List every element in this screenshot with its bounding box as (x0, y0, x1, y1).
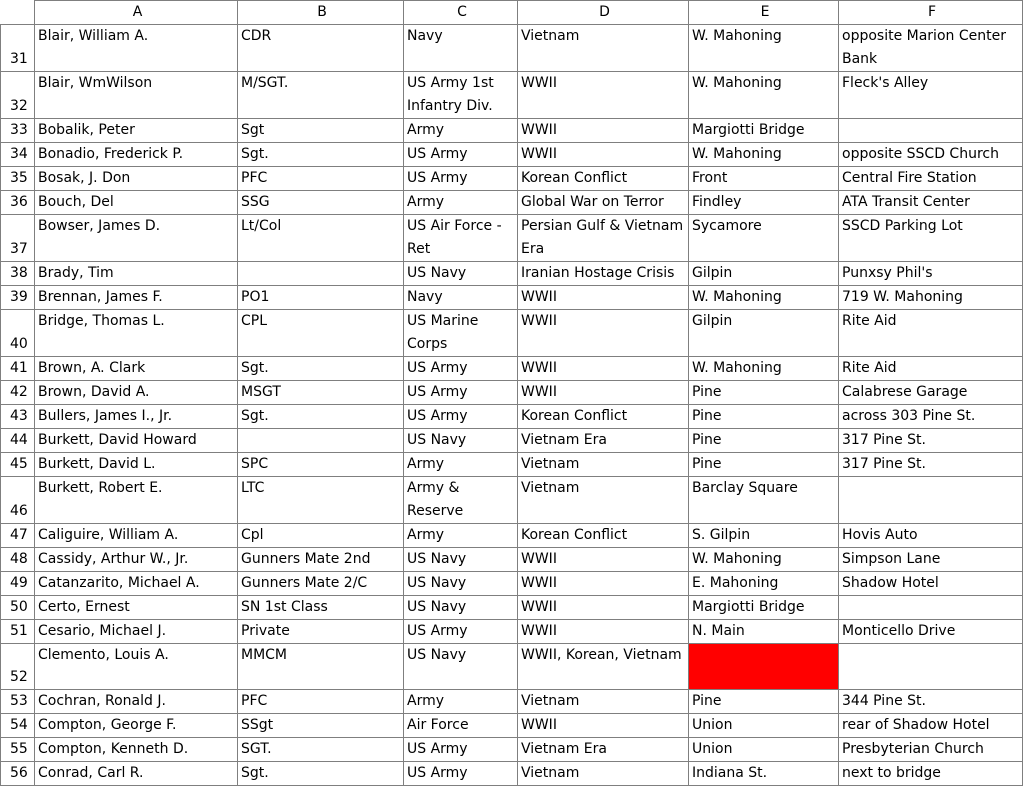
cell-f[interactable] (839, 596, 1023, 620)
table-row (1, 620, 1023, 644)
column-header-d[interactable]: D (518, 1, 689, 25)
table-row (1, 429, 1023, 453)
table-row (1, 477, 1023, 524)
cell-c[interactable]: US Navy (404, 548, 518, 572)
cell-f[interactable]: 719 W. Mahoning (839, 286, 1023, 310)
cell-a[interactable]: Blair, William A. (35, 25, 238, 72)
table-row (1, 572, 1023, 596)
cell-c[interactable]: US Navy (404, 572, 518, 596)
table-row (1, 524, 1023, 548)
cell-d[interactable]: Persian Gulf & Vietnam Era (518, 215, 689, 262)
cell-c[interactable]: US Air Force - Ret (404, 215, 518, 262)
cell-e[interactable]: W. Mahoning (689, 548, 839, 572)
table-row (1, 262, 1023, 286)
cell-c[interactable]: Army (404, 524, 518, 548)
cell-c[interactable]: US Army (404, 143, 518, 167)
cell-f[interactable]: Calabrese Garage (839, 381, 1023, 405)
cell-d[interactable]: Vietnam Era (518, 738, 689, 762)
cell-b[interactable]: Gunners Mate 2nd (238, 548, 404, 572)
cell-a[interactable]: Burkett, David Howard (35, 429, 238, 453)
table-row (1, 453, 1023, 477)
cell-b[interactable]: SSG (238, 191, 404, 215)
cell-f[interactable]: Presbyterian Church (839, 738, 1023, 762)
cell-f[interactable]: Punxsy Phil's (839, 262, 1023, 286)
row-header[interactable]: 31 (1, 25, 35, 72)
cell-b[interactable]: CDR (238, 25, 404, 72)
cell-c[interactable]: US Army (404, 620, 518, 644)
row-header[interactable]: 33 (1, 119, 35, 143)
cell-a[interactable]: Bowser, James D. (35, 215, 238, 262)
cell-e[interactable]: N. Main (689, 620, 839, 644)
cell-e[interactable]: S. Gilpin (689, 524, 839, 548)
cell-c[interactable]: Navy (404, 286, 518, 310)
cell-d[interactable]: WWII (518, 72, 689, 119)
cell-a[interactable]: Bullers, James I., Jr. (35, 405, 238, 429)
table-row (1, 381, 1023, 405)
row-header[interactable]: 42 (1, 381, 35, 405)
cell-a[interactable]: Caliguire, William A. (35, 524, 238, 548)
table-row (1, 215, 1023, 262)
cell-f[interactable]: Simpson Lane (839, 548, 1023, 572)
row-header[interactable]: 32 (1, 72, 35, 119)
cell-a[interactable]: Bonadio, Frederick P. (35, 143, 238, 167)
cell-e[interactable]: Pine (689, 453, 839, 477)
cell-b[interactable] (238, 429, 404, 453)
cell-d[interactable]: Iranian Hostage Crisis (518, 262, 689, 286)
cell-e[interactable]: Union (689, 714, 839, 738)
cell-e[interactable]: W. Mahoning (689, 143, 839, 167)
cell-b[interactable]: LTC (238, 477, 404, 524)
table-row (1, 738, 1023, 762)
cell-a[interactable]: Cesario, Michael J. (35, 620, 238, 644)
cell-d[interactable]: WWII (518, 119, 689, 143)
cell-b[interactable]: Sgt. (238, 143, 404, 167)
cell-c[interactable]: US Army (404, 405, 518, 429)
table-row (1, 357, 1023, 381)
cell-b[interactable]: Sgt (238, 119, 404, 143)
cell-e[interactable]: Gilpin (689, 262, 839, 286)
cell-d[interactable]: WWII (518, 572, 689, 596)
cell-c[interactable]: US Army (404, 167, 518, 191)
cell-b[interactable] (238, 262, 404, 286)
column-header-f[interactable]: F (839, 1, 1023, 25)
cell-d[interactable]: WWII (518, 310, 689, 357)
table-row (1, 714, 1023, 738)
cell-c[interactable]: US Army (404, 357, 518, 381)
cell-c[interactable]: Army & Reserve (404, 477, 518, 524)
cell-d[interactable]: Vietnam (518, 762, 689, 786)
row-header[interactable]: 43 (1, 405, 35, 429)
table-row (1, 25, 1023, 72)
row-header[interactable]: 55 (1, 738, 35, 762)
table-row (1, 72, 1023, 119)
cell-a[interactable]: Cassidy, Arthur W., Jr. (35, 548, 238, 572)
cell-e[interactable]: Gilpin (689, 310, 839, 357)
cell-a[interactable]: Bosak, J. Don (35, 167, 238, 191)
row-header[interactable]: 53 (1, 690, 35, 714)
cell-f[interactable]: Fleck's Alley (839, 72, 1023, 119)
cell-f[interactable] (839, 119, 1023, 143)
cell-c[interactable]: Army (404, 191, 518, 215)
row-header[interactable]: 39 (1, 286, 35, 310)
cell-c[interactable]: Army (404, 690, 518, 714)
row-header[interactable]: 36 (1, 191, 35, 215)
cell-c[interactable]: US Army (404, 762, 518, 786)
cell-d[interactable]: WWII (518, 714, 689, 738)
table-row (1, 548, 1023, 572)
row-header[interactable]: 45 (1, 453, 35, 477)
row-header[interactable]: 50 (1, 596, 35, 620)
cell-e[interactable]: E. Mahoning (689, 572, 839, 596)
row-header[interactable]: 56 (1, 762, 35, 786)
cell-a[interactable]: Catanzarito, Michael A. (35, 572, 238, 596)
row-header[interactable]: 47 (1, 524, 35, 548)
table-row (1, 119, 1023, 143)
cell-b[interactable]: Lt/Col (238, 215, 404, 262)
cell-c[interactable]: Air Force (404, 714, 518, 738)
row-header[interactable]: 49 (1, 572, 35, 596)
cell-e[interactable]: Union (689, 738, 839, 762)
cell-e[interactable]: Sycamore (689, 215, 839, 262)
table-row (1, 143, 1023, 167)
row-header[interactable]: 54 (1, 714, 35, 738)
cell-e[interactable]: Front (689, 167, 839, 191)
table-row (1, 596, 1023, 620)
row-header[interactable]: 52 (1, 644, 35, 690)
cell-a[interactable]: Burkett, David L. (35, 453, 238, 477)
cell-b[interactable]: PO1 (238, 286, 404, 310)
cell-f[interactable]: 344 Pine St. (839, 690, 1023, 714)
cell-a[interactable]: Brown, A. Clark (35, 357, 238, 381)
cell-b[interactable]: CPL (238, 310, 404, 357)
table-row (1, 167, 1023, 191)
cell-d[interactable]: WWII (518, 381, 689, 405)
table-row (1, 191, 1023, 215)
cell-b[interactable]: M/SGT. (238, 72, 404, 119)
cell-c[interactable]: US Marine Corps (404, 310, 518, 357)
cell-e[interactable]: Margiotti Bridge (689, 596, 839, 620)
cell-c[interactable]: US Navy (404, 596, 518, 620)
row-header[interactable]: 35 (1, 167, 35, 191)
cell-d[interactable]: WWII (518, 286, 689, 310)
cell-a[interactable]: Clemento, Louis A. (35, 644, 238, 690)
sheet-body (1, 25, 1023, 786)
cell-a[interactable]: Bobalik, Peter (35, 119, 238, 143)
cell-f[interactable]: rear of Shadow Hotel (839, 714, 1023, 738)
cell-d[interactable]: WWII (518, 596, 689, 620)
cell-f[interactable]: opposite Marion Center Bank (839, 25, 1023, 72)
cell-d[interactable]: Korean Conflict (518, 405, 689, 429)
cell-d[interactable]: WWII (518, 548, 689, 572)
cell-f[interactable]: Shadow Hotel (839, 572, 1023, 596)
row-header[interactable]: 51 (1, 620, 35, 644)
cell-f[interactable]: Central Fire Station (839, 167, 1023, 191)
cell-a[interactable]: Bridge, Thomas L. (35, 310, 238, 357)
cell-c[interactable]: US Army (404, 381, 518, 405)
row-header[interactable]: 41 (1, 357, 35, 381)
cell-e[interactable]: Pine (689, 381, 839, 405)
cell-e[interactable]: Indiana St. (689, 762, 839, 786)
cell-b[interactable]: PFC (238, 167, 404, 191)
cell-e[interactable]: Findley (689, 191, 839, 215)
cell-b[interactable]: SN 1st Class (238, 596, 404, 620)
cell-f[interactable]: Hovis Auto (839, 524, 1023, 548)
cell-a[interactable]: Cochran, Ronald J. (35, 690, 238, 714)
cell-f[interactable] (839, 644, 1023, 690)
cell-c[interactable]: US Navy (404, 262, 518, 286)
cell-a[interactable]: Burkett, Robert E. (35, 477, 238, 524)
cell-e[interactable]: Pine (689, 690, 839, 714)
cell-c[interactable]: Army (404, 453, 518, 477)
cell-d[interactable]: WWII (518, 357, 689, 381)
cell-c[interactable]: US Navy (404, 429, 518, 453)
cell-b[interactable]: Cpl (238, 524, 404, 548)
cell-a[interactable]: Brennan, James F. (35, 286, 238, 310)
cell-b[interactable]: Sgt. (238, 762, 404, 786)
cell-d[interactable]: Korean Conflict (518, 167, 689, 191)
cell-f[interactable]: next to bridge (839, 762, 1023, 786)
cell-b[interactable]: Sgt. (238, 405, 404, 429)
cell-f[interactable]: opposite SSCD Church (839, 143, 1023, 167)
highlighted-cell[interactable] (689, 644, 839, 690)
row-header[interactable]: 44 (1, 429, 35, 453)
cell-d[interactable]: WWII (518, 620, 689, 644)
column-header-e[interactable]: E (689, 1, 839, 25)
table-row (1, 644, 1023, 690)
cell-e[interactable]: W. Mahoning (689, 25, 839, 72)
column-header-row (1, 1, 1023, 25)
cell-d[interactable]: Vietnam (518, 453, 689, 477)
cell-b[interactable]: PFC (238, 690, 404, 714)
table-row (1, 405, 1023, 429)
cell-f[interactable]: across 303 Pine St. (839, 405, 1023, 429)
cell-b[interactable]: MSGT (238, 381, 404, 405)
cell-e[interactable]: Barclay Square (689, 477, 839, 524)
cell-a[interactable]: Blair, WmWilson (35, 72, 238, 119)
cell-a[interactable]: Brown, David A. (35, 381, 238, 405)
row-header[interactable]: 34 (1, 143, 35, 167)
cell-c[interactable]: US Army (404, 738, 518, 762)
cell-b[interactable]: Gunners Mate 2/C (238, 572, 404, 596)
cell-c[interactable]: US Army 1st Infantry Div. (404, 72, 518, 119)
cell-b[interactable]: SSgt (238, 714, 404, 738)
table-row (1, 690, 1023, 714)
select-all-corner[interactable] (1, 1, 35, 25)
cell-e[interactable]: Pine (689, 405, 839, 429)
cell-f[interactable]: Rite Aid (839, 357, 1023, 381)
column-header-c[interactable]: C (404, 1, 518, 25)
table-row (1, 310, 1023, 357)
cell-f[interactable]: 317 Pine St. (839, 429, 1023, 453)
column-header-a[interactable]: A (35, 1, 238, 25)
cell-a[interactable]: Bouch, Del (35, 191, 238, 215)
cell-d[interactable]: Global War on Terror (518, 191, 689, 215)
row-header[interactable]: 37 (1, 215, 35, 262)
cell-a[interactable]: Conrad, Carl R. (35, 762, 238, 786)
column-header-b[interactable]: B (238, 1, 404, 25)
row-header[interactable]: 48 (1, 548, 35, 572)
cell-a[interactable]: Compton, Kenneth D. (35, 738, 238, 762)
row-header[interactable]: 38 (1, 262, 35, 286)
cell-b[interactable]: MMCM (238, 644, 404, 690)
cell-d[interactable]: Korean Conflict (518, 524, 689, 548)
cell-e[interactable]: W. Mahoning (689, 286, 839, 310)
row-header[interactable]: 40 (1, 310, 35, 357)
table-row (1, 286, 1023, 310)
cell-d[interactable]: Vietnam Era (518, 429, 689, 453)
cell-e[interactable]: Pine (689, 429, 839, 453)
cell-e[interactable]: Margiotti Bridge (689, 119, 839, 143)
cell-b[interactable]: Private (238, 620, 404, 644)
cell-c[interactable]: Army (404, 119, 518, 143)
cell-d[interactable]: Vietnam (518, 25, 689, 72)
cell-f[interactable]: Monticello Drive (839, 620, 1023, 644)
cell-d[interactable]: WWII (518, 143, 689, 167)
cell-e[interactable]: W. Mahoning (689, 72, 839, 119)
cell-d[interactable]: Vietnam (518, 690, 689, 714)
cell-a[interactable]: Certo, Ernest (35, 596, 238, 620)
cell-a[interactable]: Compton, George F. (35, 714, 238, 738)
cell-c[interactable]: Navy (404, 25, 518, 72)
cell-f[interactable]: 317 Pine St. (839, 453, 1023, 477)
cell-f[interactable] (839, 477, 1023, 524)
cell-c[interactable]: US Navy (404, 644, 518, 690)
row-header[interactable]: 46 (1, 477, 35, 524)
cell-b[interactable]: SPC (238, 453, 404, 477)
cell-e[interactable]: W. Mahoning (689, 357, 839, 381)
cell-d[interactable]: WWII, Korean, Vietnam (518, 644, 689, 690)
cell-d[interactable]: Vietnam (518, 477, 689, 524)
cell-b[interactable]: Sgt. (238, 357, 404, 381)
cell-a[interactable]: Brady, Tim (35, 262, 238, 286)
cell-f[interactable]: ATA Transit Center (839, 191, 1023, 215)
cell-f[interactable]: SSCD Parking Lot (839, 215, 1023, 262)
cell-b[interactable]: SGT. (238, 738, 404, 762)
cell-f[interactable]: Rite Aid (839, 310, 1023, 357)
